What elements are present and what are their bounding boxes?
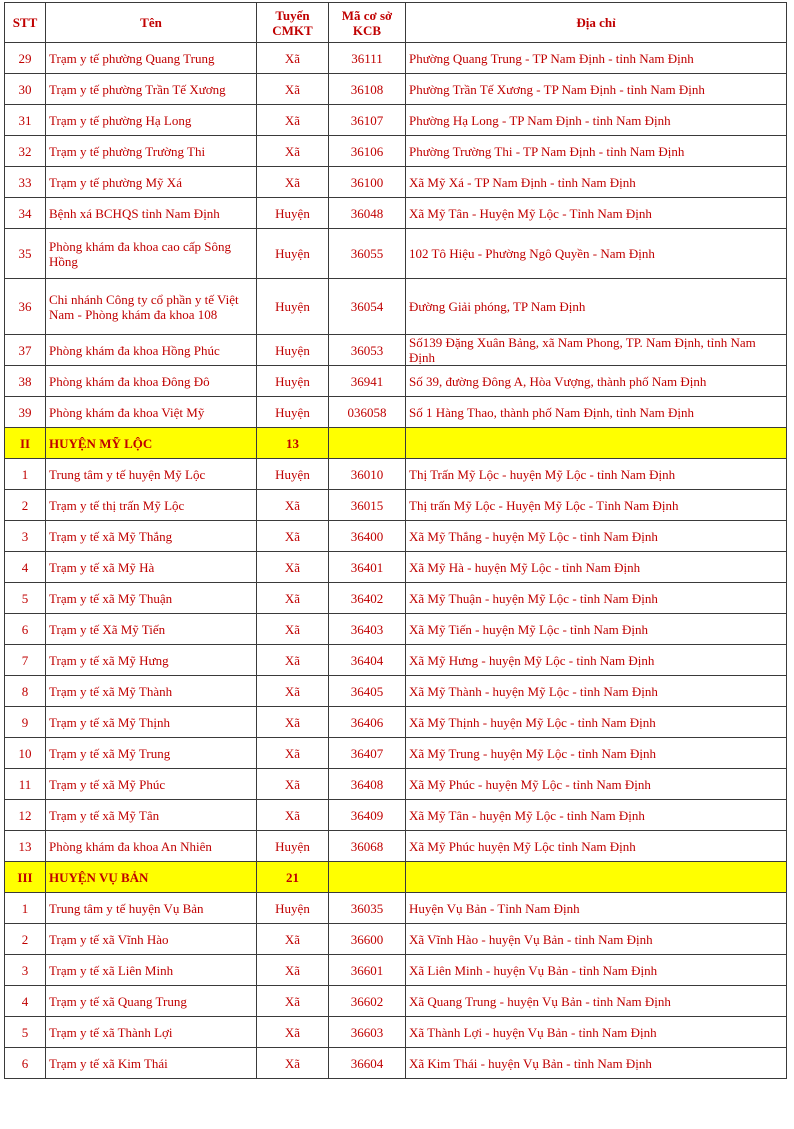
cell-tuyen: 13: [257, 428, 329, 459]
table-row: [5, 459, 787, 490]
cell-diachi: Xã Mỹ Xá - TP Nam Định - tỉnh Nam Định: [406, 167, 787, 198]
cell-tuyen: 21: [257, 862, 329, 893]
cell-stt: 4: [5, 552, 46, 583]
cell-stt: 7: [5, 645, 46, 676]
cell-tuyen: Xã: [257, 738, 329, 769]
header-diachi: Địa chỉ: [406, 3, 787, 43]
cell-tuyen: Xã: [257, 769, 329, 800]
cell-stt: 2: [5, 924, 46, 955]
cell-stt: 4: [5, 986, 46, 1017]
cell-diachi: Xã Liên Minh - huyện Vụ Bản - tỉnh Nam Định: [406, 955, 787, 986]
table-row: [5, 229, 787, 279]
cell-ma: 36035: [329, 893, 406, 924]
cell-diachi: Xã Mỹ Tân - Huyện Mỹ Lộc - Tỉnh Nam Định: [406, 198, 787, 229]
cell-tuyen: Huyện: [257, 366, 329, 397]
cell-ma: 36400: [329, 521, 406, 552]
cell-ten: Trạm y tế phường Quang Trung: [46, 43, 257, 74]
section-row: [5, 862, 787, 893]
table-row: [5, 366, 787, 397]
cell-tuyen: Xã: [257, 800, 329, 831]
cell-tuyen: Xã: [257, 74, 329, 105]
cell-tuyen: Xã: [257, 614, 329, 645]
cell-diachi: Thị trấn Mỹ Lộc - Huyện Mỹ Lộc - Tỉnh Nam Định: [406, 490, 787, 521]
cell-stt: 33: [5, 167, 46, 198]
table-row: [5, 800, 787, 831]
cell-tuyen: Xã: [257, 105, 329, 136]
cell-stt: 38: [5, 366, 46, 397]
cell-tuyen: Xã: [257, 521, 329, 552]
cell-ten: Trạm y tế xã Kim Thái: [46, 1048, 257, 1079]
cell-diachi: [406, 428, 787, 459]
cell-ma: 36407: [329, 738, 406, 769]
header-ma: Mã cơ sở KCB: [329, 3, 406, 43]
cell-tuyen: Huyện: [257, 459, 329, 490]
cell-tuyen: Xã: [257, 583, 329, 614]
cell-diachi: Đường Giải phóng, TP Nam Định: [406, 279, 787, 335]
cell-stt: 10: [5, 738, 46, 769]
header-ten: Tên: [46, 3, 257, 43]
table-row: [5, 74, 787, 105]
cell-tuyen: Huyện: [257, 279, 329, 335]
cell-ma: 36010: [329, 459, 406, 490]
cell-stt: 5: [5, 583, 46, 614]
cell-diachi: Xã Mỹ Tiến - huyện Mỹ Lộc - tỉnh Nam Định: [406, 614, 787, 645]
cell-diachi: Xã Mỹ Phúc huyện Mỹ Lộc tỉnh Nam Định: [406, 831, 787, 862]
cell-tuyen: Xã: [257, 167, 329, 198]
table-row: [5, 676, 787, 707]
cell-ten: Trạm y tế xã Mỹ Trung: [46, 738, 257, 769]
cell-tuyen: Xã: [257, 552, 329, 583]
cell-diachi: 102 Tô Hiệu - Phường Ngô Quyền - Nam Định: [406, 229, 787, 279]
table-row: [5, 707, 787, 738]
cell-ma: 36402: [329, 583, 406, 614]
cell-ten: Phòng khám đa khoa An Nhiên: [46, 831, 257, 862]
cell-ma: 36604: [329, 1048, 406, 1079]
cell-stt: II: [5, 428, 46, 459]
cell-stt: 1: [5, 893, 46, 924]
cell-ma: 36015: [329, 490, 406, 521]
cell-ten: Trạm y tế xã Mỹ Hà: [46, 552, 257, 583]
header-stt: STT: [5, 3, 46, 43]
cell-stt: 34: [5, 198, 46, 229]
cell-diachi: Xã Thành Lợi - huyện Vụ Bản - tỉnh Nam Định: [406, 1017, 787, 1048]
cell-tuyen: Huyện: [257, 229, 329, 279]
cell-ma: 36600: [329, 924, 406, 955]
cell-ten: Trạm y tế xã Quang Trung: [46, 986, 257, 1017]
cell-ten: Bệnh xá BCHQS tỉnh Nam Định: [46, 198, 257, 229]
cell-tuyen: Huyện: [257, 335, 329, 366]
table-row: [5, 583, 787, 614]
cell-tuyen: Xã: [257, 43, 329, 74]
cell-stt: 37: [5, 335, 46, 366]
cell-stt: 8: [5, 676, 46, 707]
cell-diachi: Xã Kim Thái - huyện Vụ Bản - tỉnh Nam Định: [406, 1048, 787, 1079]
cell-ten: Phòng khám đa khoa Đông Đô: [46, 366, 257, 397]
cell-diachi: Xã Mỹ Hà - huyện Mỹ Lộc - tỉnh Nam Định: [406, 552, 787, 583]
cell-ma: 36404: [329, 645, 406, 676]
cell-ma: [329, 428, 406, 459]
table-row: [5, 279, 787, 335]
cell-diachi: Xã Quang Trung - huyện Vụ Bản - tỉnh Nam Định: [406, 986, 787, 1017]
cell-tuyen: Xã: [257, 490, 329, 521]
table-row: [5, 769, 787, 800]
cell-stt: 3: [5, 521, 46, 552]
cell-ten: Trung tâm y tế huyện Vụ Bản: [46, 893, 257, 924]
table-row: [5, 924, 787, 955]
cell-ten: Trạm y tế Xã Mỹ Tiến: [46, 614, 257, 645]
cell-ma: 36601: [329, 955, 406, 986]
cell-tuyen: Huyện: [257, 198, 329, 229]
cell-ma: 36048: [329, 198, 406, 229]
cell-ma: 36108: [329, 74, 406, 105]
cell-ma: 36405: [329, 676, 406, 707]
table-row: [5, 335, 787, 366]
cell-diachi: Phường Trần Tế Xương - TP Nam Định - tỉnh Nam Định: [406, 74, 787, 105]
table-row: [5, 136, 787, 167]
cell-stt: 1: [5, 459, 46, 490]
cell-tuyen: Xã: [257, 707, 329, 738]
cell-ten: Trạm y tế phường Hạ Long: [46, 105, 257, 136]
cell-ten: Trạm y tế xã Mỹ Thuận: [46, 583, 257, 614]
cell-diachi: [406, 862, 787, 893]
table-row: [5, 198, 787, 229]
cell-diachi: Thị Trấn Mỹ Lộc - huyện Mỹ Lộc - tỉnh Nam Định: [406, 459, 787, 490]
table-row: [5, 43, 787, 74]
cell-diachi: Số139 Đặng Xuân Bảng, xã Nam Phong, TP. Nam Định, tỉnh Nam Định: [406, 335, 787, 366]
cell-diachi: Xã Mỹ Thịnh - huyện Mỹ Lộc - tỉnh Nam Định: [406, 707, 787, 738]
cell-ma: 36602: [329, 986, 406, 1017]
cell-ma: 36055: [329, 229, 406, 279]
cell-diachi: Xã Mỹ Trung - huyện Mỹ Lộc - tỉnh Nam Định: [406, 738, 787, 769]
cell-tuyen: Xã: [257, 676, 329, 707]
cell-ma: 36107: [329, 105, 406, 136]
cell-ten: Phòng khám đa khoa Hồng Phúc: [46, 335, 257, 366]
cell-tuyen: Xã: [257, 1048, 329, 1079]
cell-stt: 29: [5, 43, 46, 74]
table-row: [5, 893, 787, 924]
cell-ma: 036058: [329, 397, 406, 428]
cell-diachi: Xã Mỹ Thắng - huyện Mỹ Lộc - tỉnh Nam Định: [406, 521, 787, 552]
cell-ten: Trạm y tế xã Mỹ Tân: [46, 800, 257, 831]
cell-diachi: Xã Mỹ Tân - huyện Mỹ Lộc - tỉnh Nam Định: [406, 800, 787, 831]
cell-ma: 36406: [329, 707, 406, 738]
cell-ma: 36401: [329, 552, 406, 583]
cell-stt: 31: [5, 105, 46, 136]
cell-diachi: Số 39, đường Đông A, Hòa Vượng, thành phố Nam Định: [406, 366, 787, 397]
table-row: [5, 105, 787, 136]
cell-ten: Phòng khám đa khoa cao cấp Sông Hồng: [46, 229, 257, 279]
cell-ten: Trạm y tế xã Mỹ Thành: [46, 676, 257, 707]
cell-ten: Trạm y tế xã Liên Minh: [46, 955, 257, 986]
cell-ma: 36106: [329, 136, 406, 167]
cell-diachi: Xã Mỹ Thành - huyện Mỹ Lộc - tỉnh Nam Định: [406, 676, 787, 707]
section-row: [5, 428, 787, 459]
cell-tuyen: Xã: [257, 645, 329, 676]
cell-stt: 3: [5, 955, 46, 986]
cell-ten: Trạm y tế xã Mỹ Hưng: [46, 645, 257, 676]
cell-diachi: Xã Mỹ Hưng - huyện Mỹ Lộc - tỉnh Nam Định: [406, 645, 787, 676]
header-tuyen: Tuyến CMKT: [257, 3, 329, 43]
cell-tuyen: Huyện: [257, 831, 329, 862]
cell-ten: Phòng khám đa khoa Việt Mỹ: [46, 397, 257, 428]
cell-tuyen: Xã: [257, 986, 329, 1017]
cell-tuyen: Huyện: [257, 397, 329, 428]
table-row: [5, 831, 787, 862]
table-body: [5, 43, 787, 1079]
cell-diachi: Số 1 Hàng Thao, thành phố Nam Định, tỉnh Nam Định: [406, 397, 787, 428]
cell-ma: 36603: [329, 1017, 406, 1048]
cell-diachi: Phường Quang Trung - TP Nam Định - tỉnh Nam Định: [406, 43, 787, 74]
cell-ma: 36403: [329, 614, 406, 645]
cell-stt: 39: [5, 397, 46, 428]
cell-stt: 6: [5, 1048, 46, 1079]
cell-stt: 12: [5, 800, 46, 831]
header-row: [5, 3, 787, 43]
cell-stt: 5: [5, 1017, 46, 1048]
cell-diachi: Phường Hạ Long - TP Nam Định - tỉnh Nam Định: [406, 105, 787, 136]
table-row: [5, 521, 787, 552]
cell-ma: 36053: [329, 335, 406, 366]
cell-stt: 2: [5, 490, 46, 521]
cell-ma: 36409: [329, 800, 406, 831]
cell-ma: 36100: [329, 167, 406, 198]
table-row: [5, 167, 787, 198]
cell-tuyen: Huyện: [257, 893, 329, 924]
cell-ma: 36111: [329, 43, 406, 74]
cell-ten: Trạm y tế xã Mỹ Thịnh: [46, 707, 257, 738]
cell-ma: 36054: [329, 279, 406, 335]
cell-diachi: Huyện Vụ Bản - Tỉnh Nam Định: [406, 893, 787, 924]
cell-ten: Trạm y tế thị trấn Mỹ Lộc: [46, 490, 257, 521]
cell-ten: Trung tâm y tế huyện Mỹ Lộc: [46, 459, 257, 490]
cell-ten: HUYỆN MỸ LỘC: [46, 428, 257, 459]
cell-diachi: Xã Mỹ Phúc - huyện Mỹ Lộc - tỉnh Nam Định: [406, 769, 787, 800]
cell-ten: Trạm y tế xã Mỹ Phúc: [46, 769, 257, 800]
table-row: [5, 986, 787, 1017]
cell-tuyen: Xã: [257, 955, 329, 986]
cell-stt: 13: [5, 831, 46, 862]
facility-table: [4, 2, 787, 1079]
cell-ten: Trạm y tế phường Trường Thi: [46, 136, 257, 167]
cell-diachi: Phường Trường Thi - TP Nam Định - tỉnh Nam Định: [406, 136, 787, 167]
cell-ma: [329, 862, 406, 893]
cell-ma: 36408: [329, 769, 406, 800]
cell-stt: 32: [5, 136, 46, 167]
cell-diachi: Xã Vĩnh Hào - huyện Vụ Bản - tỉnh Nam Định: [406, 924, 787, 955]
cell-stt: 36: [5, 279, 46, 335]
cell-ten: Trạm y tế phường Mỹ Xá: [46, 167, 257, 198]
cell-stt: 30: [5, 74, 46, 105]
table-row: [5, 490, 787, 521]
cell-tuyen: Xã: [257, 1017, 329, 1048]
cell-ma: 36941: [329, 366, 406, 397]
cell-stt: 6: [5, 614, 46, 645]
table-row: [5, 1017, 787, 1048]
cell-stt: 35: [5, 229, 46, 279]
cell-stt: III: [5, 862, 46, 893]
cell-ten: Trạm y tế xã Thành Lợi: [46, 1017, 257, 1048]
cell-stt: 9: [5, 707, 46, 738]
cell-tuyen: Xã: [257, 924, 329, 955]
cell-stt: 11: [5, 769, 46, 800]
cell-ten: Trạm y tế xã Vĩnh Hào: [46, 924, 257, 955]
table-row: [5, 738, 787, 769]
table-row: [5, 1048, 787, 1079]
cell-diachi: Xã Mỹ Thuận - huyện Mỹ Lộc - tỉnh Nam Định: [406, 583, 787, 614]
cell-ten: Trạm y tế xã Mỹ Thắng: [46, 521, 257, 552]
table-row: [5, 645, 787, 676]
cell-ten: Trạm y tế phường Trần Tế Xương: [46, 74, 257, 105]
table-row: [5, 397, 787, 428]
cell-ma: 36068: [329, 831, 406, 862]
cell-ten: HUYỆN VỤ BẢN: [46, 862, 257, 893]
cell-tuyen: Xã: [257, 136, 329, 167]
cell-ten: Chi nhánh Công ty cổ phần y tế Việt Nam - Phòng khám đa khoa 108: [46, 279, 257, 335]
table-row: [5, 552, 787, 583]
table-row: [5, 614, 787, 645]
table-row: [5, 955, 787, 986]
